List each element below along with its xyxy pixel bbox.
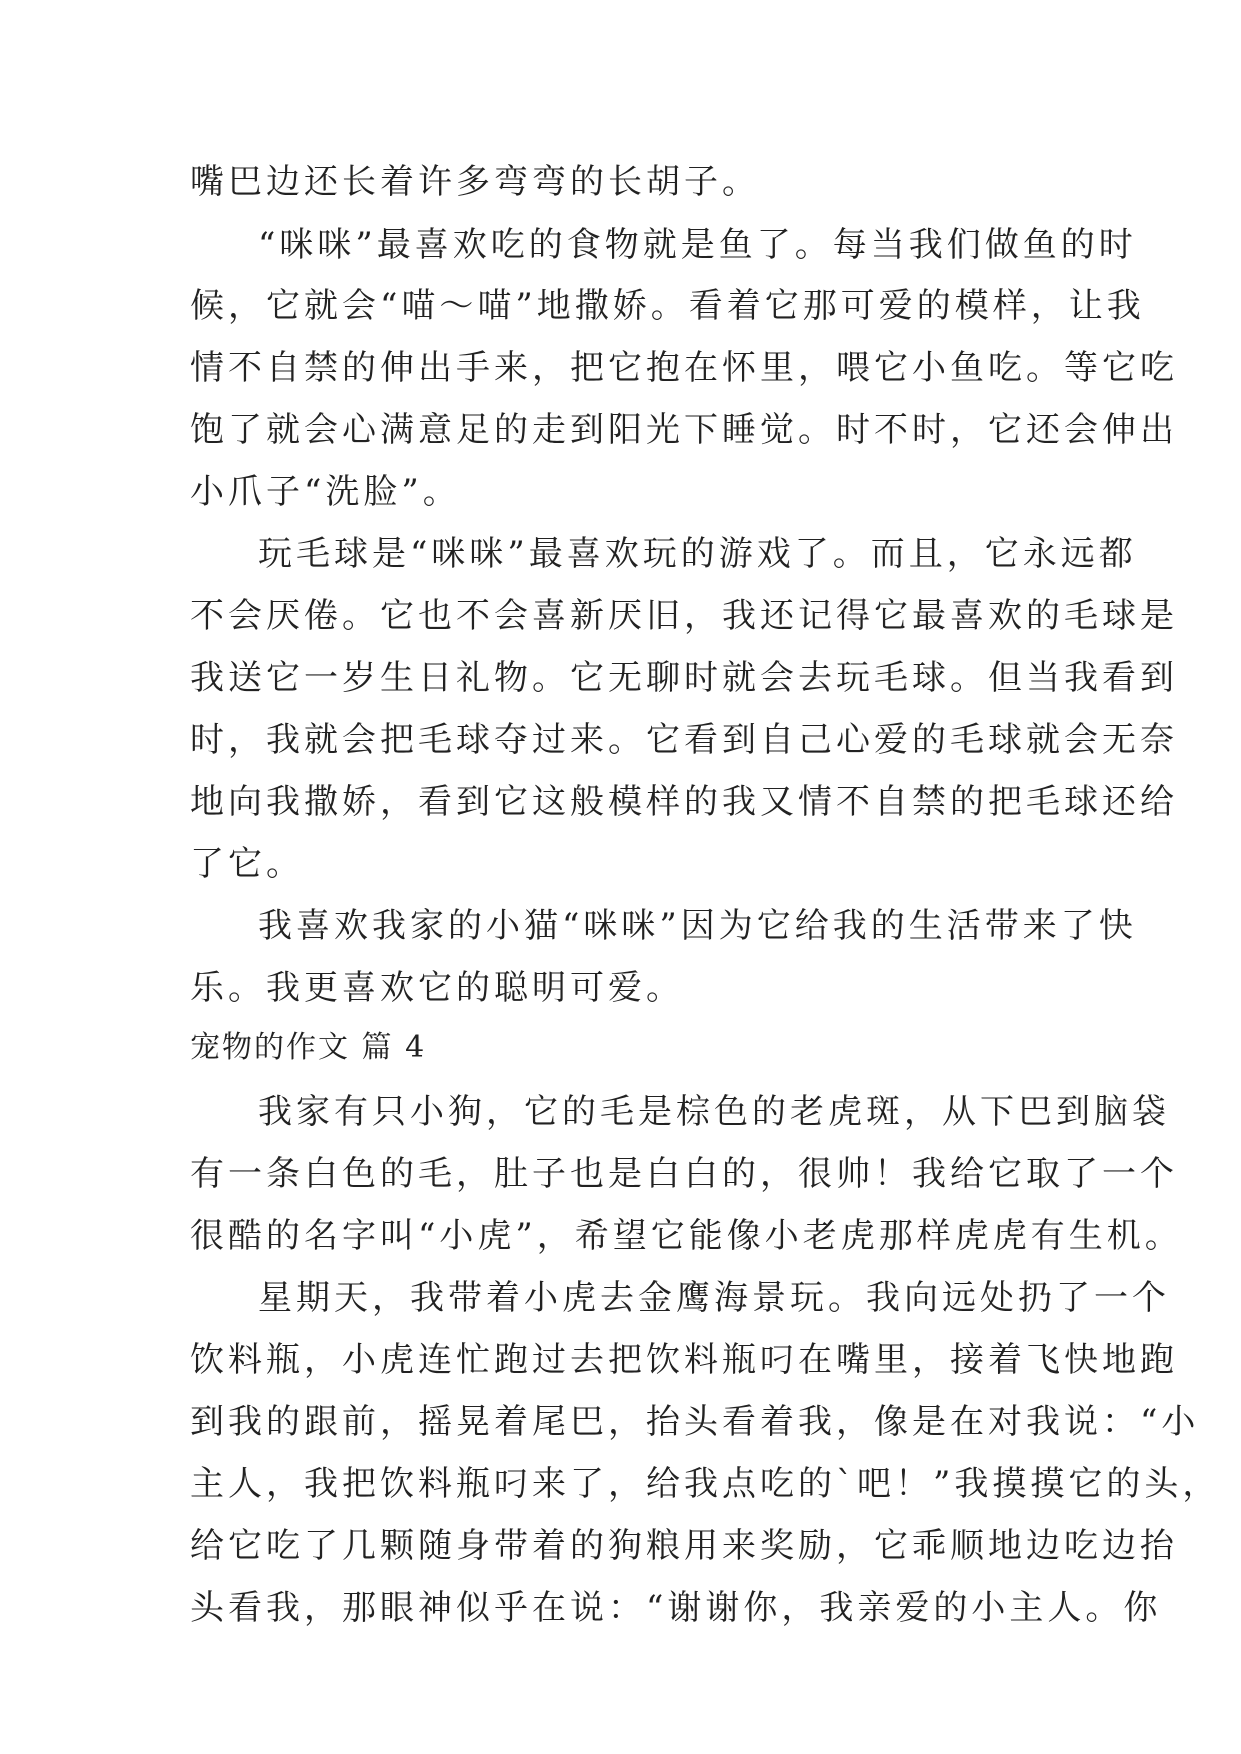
paragraph-line: 头看我，那眼神似乎在说：“谢谢你，我亲爱的小主人。你 [190,1588,1162,1628]
paragraph-line: 有一条白色的毛，肚子也是白白的，很帅！我给它取了一个 [190,1154,1178,1194]
paragraph-line: 地向我撒娇，看到它这般模样的我又情不自禁的把毛球还给 [190,782,1178,822]
paragraph-line: 我喜欢我家的小猫“咪咪”因为它给我的生活带来了快 [258,906,1137,946]
paragraph-line: 玩毛球是“咪咪”最喜欢玩的游戏了。而且，它永远都 [258,534,1137,574]
paragraph-line: 候，它就会“喵～喵”地撒娇。看着它那可爱的模样，让我 [190,286,1145,326]
paragraph-line: 饱了就会心满意足的走到阳光下睡觉。时不时，它还会伸出 [190,410,1178,450]
paragraph-line: 了它。 [190,844,304,884]
paragraph-line: 小爪子“洗脸”。 [190,472,461,512]
paragraph-line: 很酷的名字叫“小虎”，希望它能像小老虎那样虎虎有生机。 [190,1216,1183,1256]
paragraph-line: 给它吃了几颗随身带着的狗粮用来奖励，它乖顺地边吃边抬 [190,1526,1178,1566]
paragraph-line: 到我的跟前，摇晃着尾巴，抬头看着我，像是在对我说：“小 [190,1402,1200,1442]
paragraph-line: 乐。我更喜欢它的聪明可爱。 [190,968,684,1008]
paragraph-line: 嘴巴边还长着许多弯弯的长胡子。 [190,162,760,202]
paragraph-line: 情不自禁的伸出手来，把它抱在怀里，喂它小鱼吃。等它吃 [190,348,1178,388]
paragraph-line: 时，我就会把毛球夺过来。它看到自己心爱的毛球就会无奈 [190,720,1178,760]
paragraph-line: 不会厌倦。它也不会喜新厌旧，我还记得它最喜欢的毛球是 [190,596,1178,636]
paragraph-line: 主人，我把饮料瓶叼来了，给我点吃的`吧！”我摸摸它的头， [190,1464,1221,1504]
paragraph-line: “咪咪”最喜欢吃的食物就是鱼了。每当我们做鱼的时 [258,225,1137,265]
paragraph-line: 星期天，我带着小虎去金鹰海景玩。我向远处扔了一个 [258,1278,1170,1318]
section-heading: 宠物的作文 篇 4 [190,1030,427,1065]
paragraph-line: 我送它一岁生日礼物。它无聊时就会去玩毛球。但当我看到 [190,658,1178,698]
paragraph-line: 饮料瓶，小虎连忙跑过去把饮料瓶叼在嘴里，接着飞快地跑 [190,1340,1178,1380]
paragraph-line: 我家有只小狗，它的毛是棕色的老虎斑，从下巴到脑袋 [258,1092,1170,1132]
